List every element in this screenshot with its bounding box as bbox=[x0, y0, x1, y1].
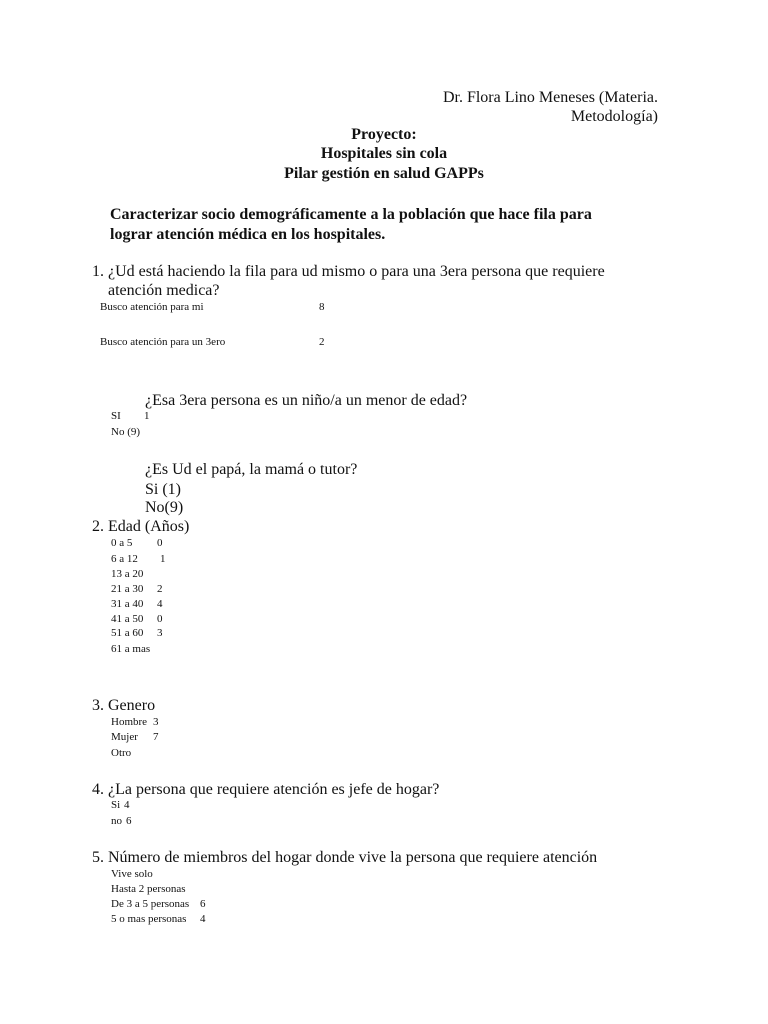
q5-option-label: De 3 a 5 personas bbox=[111, 898, 190, 910]
q2-option-value: 0 bbox=[157, 613, 163, 625]
q2-option-value: 2 bbox=[157, 583, 163, 595]
q4-option-value: 6 bbox=[126, 815, 132, 827]
question-4-title: 4. ¿La persona que requiere atención es jefe de hogar? bbox=[92, 781, 440, 798]
q1-sub1-option-label: No (9) bbox=[111, 426, 141, 438]
author-line-1: Dr. Flora Lino Meneses (Materia. bbox=[442, 89, 658, 106]
q2-option-label: 41 a 50 bbox=[111, 613, 144, 625]
q2-option-label: 0 a 5 bbox=[111, 537, 133, 549]
q2-option-label: 61 a mas bbox=[111, 643, 151, 655]
q2-option-label: 31 a 40 bbox=[111, 598, 144, 610]
q5-option-value: 6 bbox=[200, 898, 206, 910]
question-3-title: 3. Genero bbox=[92, 697, 156, 714]
q1-option-label: Busco atención para un 3ero bbox=[100, 336, 226, 348]
q2-option-label: 21 a 30 bbox=[111, 583, 144, 595]
q2-option-label: 6 a 12 bbox=[111, 553, 138, 565]
title-line-3: Pilar gestión en salud GAPPs bbox=[284, 165, 484, 182]
q2-option-value: 0 bbox=[157, 537, 163, 549]
title-line-2: Hospitales sin cola bbox=[320, 145, 448, 162]
q1-sub1-option-label: SI bbox=[111, 410, 121, 422]
q2-option-value: 3 bbox=[157, 627, 163, 639]
q2-option-label: 51 a 60 bbox=[111, 627, 144, 639]
q3-option-label: Otro bbox=[111, 747, 132, 759]
q5-option-label: Vive solo bbox=[111, 868, 153, 880]
q2-option-value: 4 bbox=[157, 598, 163, 610]
q4-option-label: no bbox=[111, 815, 122, 827]
objective-line-2: lograr atención médica en los hospitales. bbox=[110, 226, 386, 243]
q1-sub2-option: Si (1) bbox=[145, 481, 181, 498]
question-1-line-1: 1. ¿Ud está haciendo la fila para ud mismo o para una 3era persona que requiere bbox=[92, 263, 605, 280]
title-line-1: Proyecto: bbox=[351, 126, 417, 143]
q5-option-label: 5 o mas personas bbox=[111, 913, 187, 925]
q3-option-value: 3 bbox=[153, 716, 159, 728]
q1-sub1-option-value: 1 bbox=[144, 410, 150, 422]
q2-option-label: 13 a 20 bbox=[111, 568, 144, 580]
q3-option-label: Hombre bbox=[111, 716, 148, 728]
q1-option-label: Busco atención para mi bbox=[100, 301, 204, 313]
q1-sub2-option: No(9) bbox=[145, 499, 184, 516]
question-1-line-2: atención medica? bbox=[108, 282, 220, 299]
q4-option-value: 4 bbox=[124, 799, 130, 811]
question-5-title: 5. Número de miembros del hogar donde vive la persona que requiere atención bbox=[92, 849, 598, 866]
q3-option-value: 7 bbox=[153, 731, 159, 743]
objective-line-1: Caracterizar socio demográficamente a la población que hace fila para bbox=[110, 206, 592, 223]
q4-option-label: Si bbox=[111, 799, 121, 811]
question-1-sub-2: ¿Es Ud el papá, la mamá o tutor? bbox=[145, 461, 358, 478]
q2-option-value: 1 bbox=[160, 553, 166, 565]
q5-option-value: 4 bbox=[200, 913, 206, 925]
q1-option-value: 2 bbox=[319, 336, 325, 348]
question-2-title: 2. Edad (Años) bbox=[92, 518, 190, 535]
q1-option-value: 8 bbox=[319, 301, 325, 313]
q5-option-label: Hasta 2 personas bbox=[111, 883, 186, 895]
question-1-sub-1: ¿Esa 3era persona es un niño/a un menor de edad? bbox=[145, 392, 468, 409]
q3-option-label: Mujer bbox=[111, 731, 138, 743]
author-line-2: Metodología) bbox=[570, 108, 658, 125]
